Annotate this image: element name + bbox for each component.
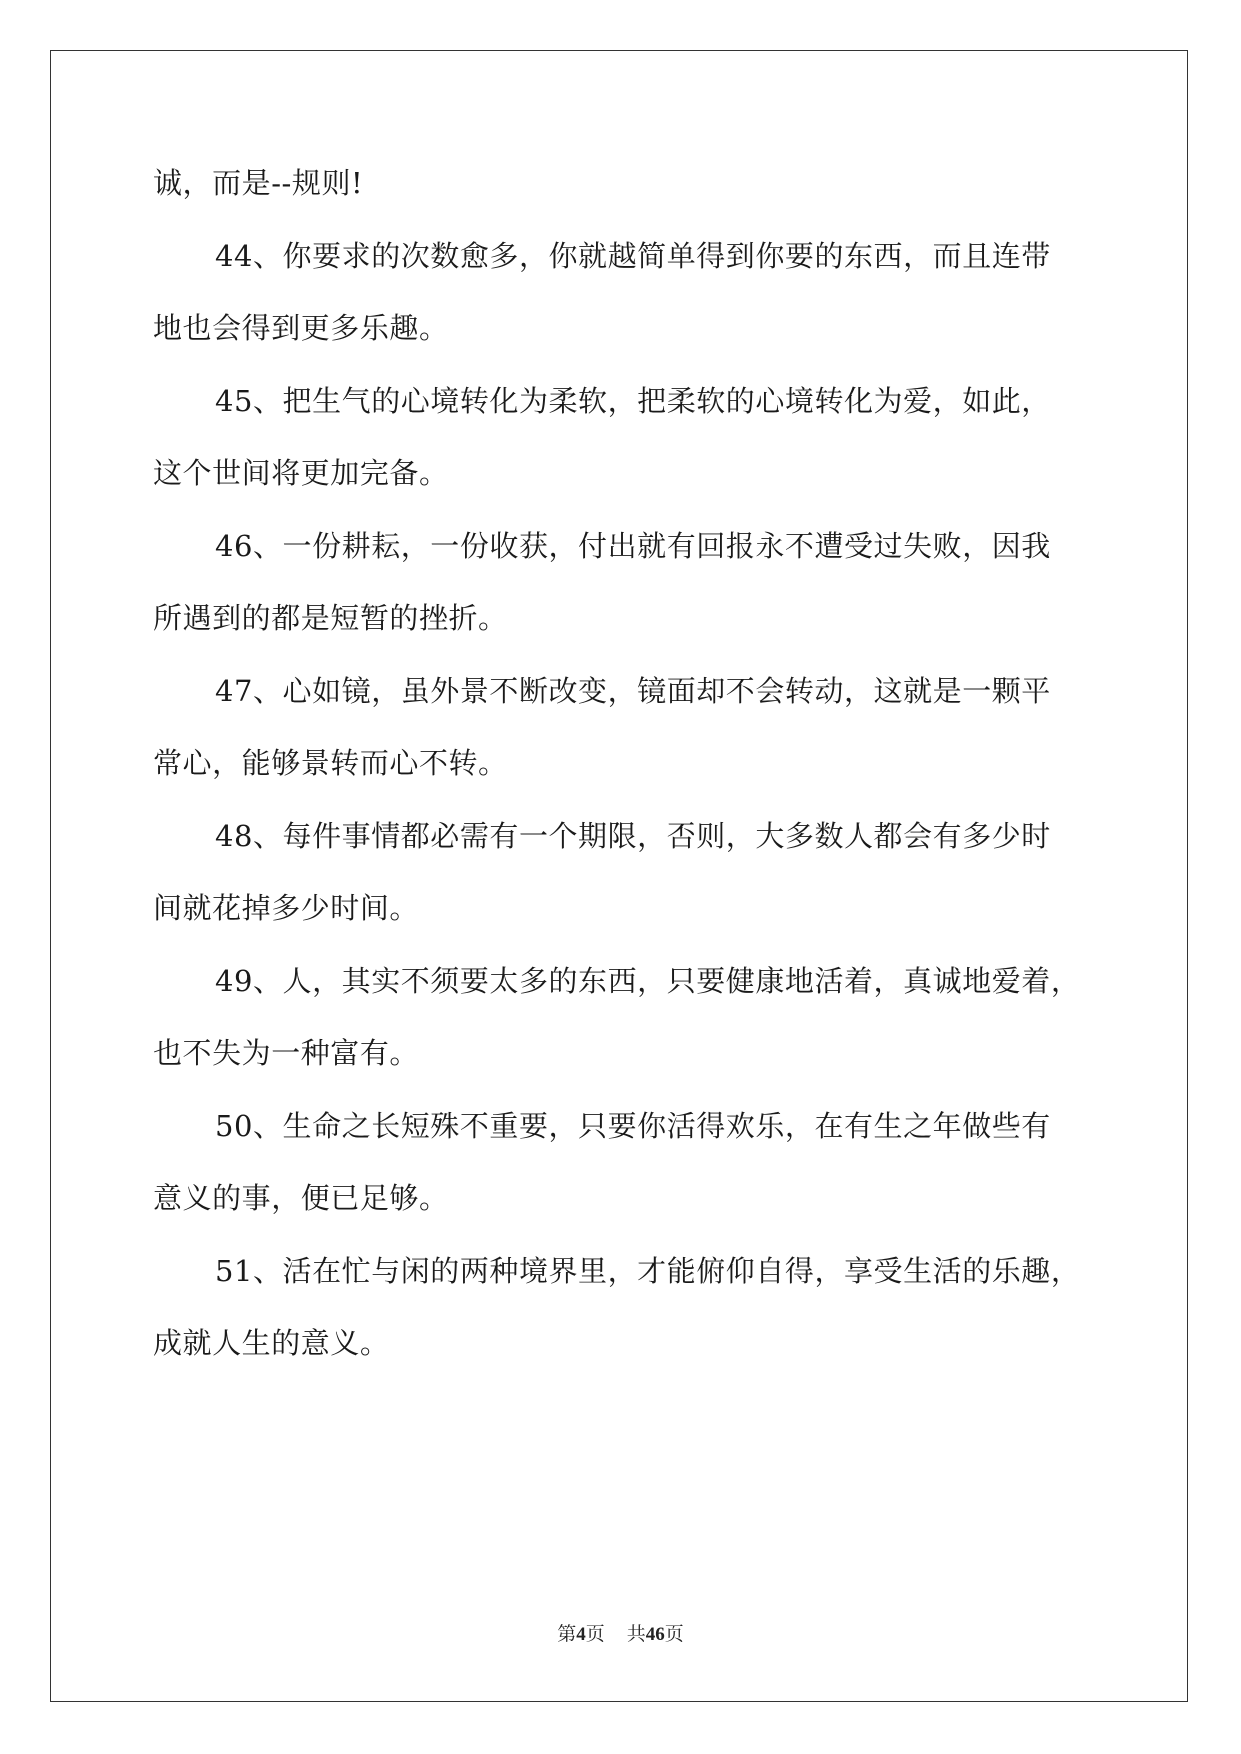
- text-line: 所遇到的都是短暂的挫折。: [153, 601, 508, 635]
- text-line: 这个世间将更加完备。: [153, 456, 449, 490]
- text-line: 成就人生的意义。: [153, 1326, 390, 1360]
- text-line: 间就花掉多少时间。: [153, 891, 419, 925]
- total-prefix: 共: [626, 1624, 646, 1645]
- text-line: 常心，能够景转而心不转。: [153, 746, 508, 780]
- text-line: 51、活在忙与闲的两种境界里，才能俯仰自得，享受生活的乐趣，: [215, 1254, 1081, 1288]
- page-border: [50, 50, 1188, 1702]
- text-line: 地也会得到更多乐趣。: [153, 311, 449, 345]
- total-suffix: 页: [664, 1624, 684, 1645]
- text-line: 49、人，其实不须要太多的东西，只要健康地活着，真诚地爱着，: [215, 964, 1081, 998]
- page-suffix: 页: [585, 1624, 605, 1645]
- text-line: 47、心如镜，虽外景不断改变，镜面却不会转动，这就是一颗平: [215, 674, 1051, 708]
- text-line: 44、你要求的次数愈多，你就越简单得到你要的东西，而且连带: [215, 239, 1051, 273]
- text-line: 45、把生气的心境转化为柔软，把柔软的心境转化为爱，如此，: [215, 384, 1051, 418]
- text-line: 意义的事，便已足够。: [153, 1181, 449, 1215]
- page-number: 4: [576, 1624, 586, 1645]
- page-footer: [0, 1623, 1241, 1647]
- text-line: 诚，而是--规则!: [153, 166, 364, 200]
- text-line: 也不失为一种富有。: [153, 1036, 419, 1070]
- page-prefix: 第: [557, 1624, 577, 1645]
- text-line: 46、一份耕耘，一份收获，付出就有回报永不遭受过失败，因我: [215, 529, 1051, 563]
- text-line: 48、每件事情都必需有一个期限，否则，大多数人都会有多少时: [215, 819, 1051, 853]
- total-pages: 46: [645, 1624, 665, 1645]
- text-line: 50、生命之长短殊不重要，只要你活得欢乐，在有生之年做些有: [215, 1109, 1051, 1143]
